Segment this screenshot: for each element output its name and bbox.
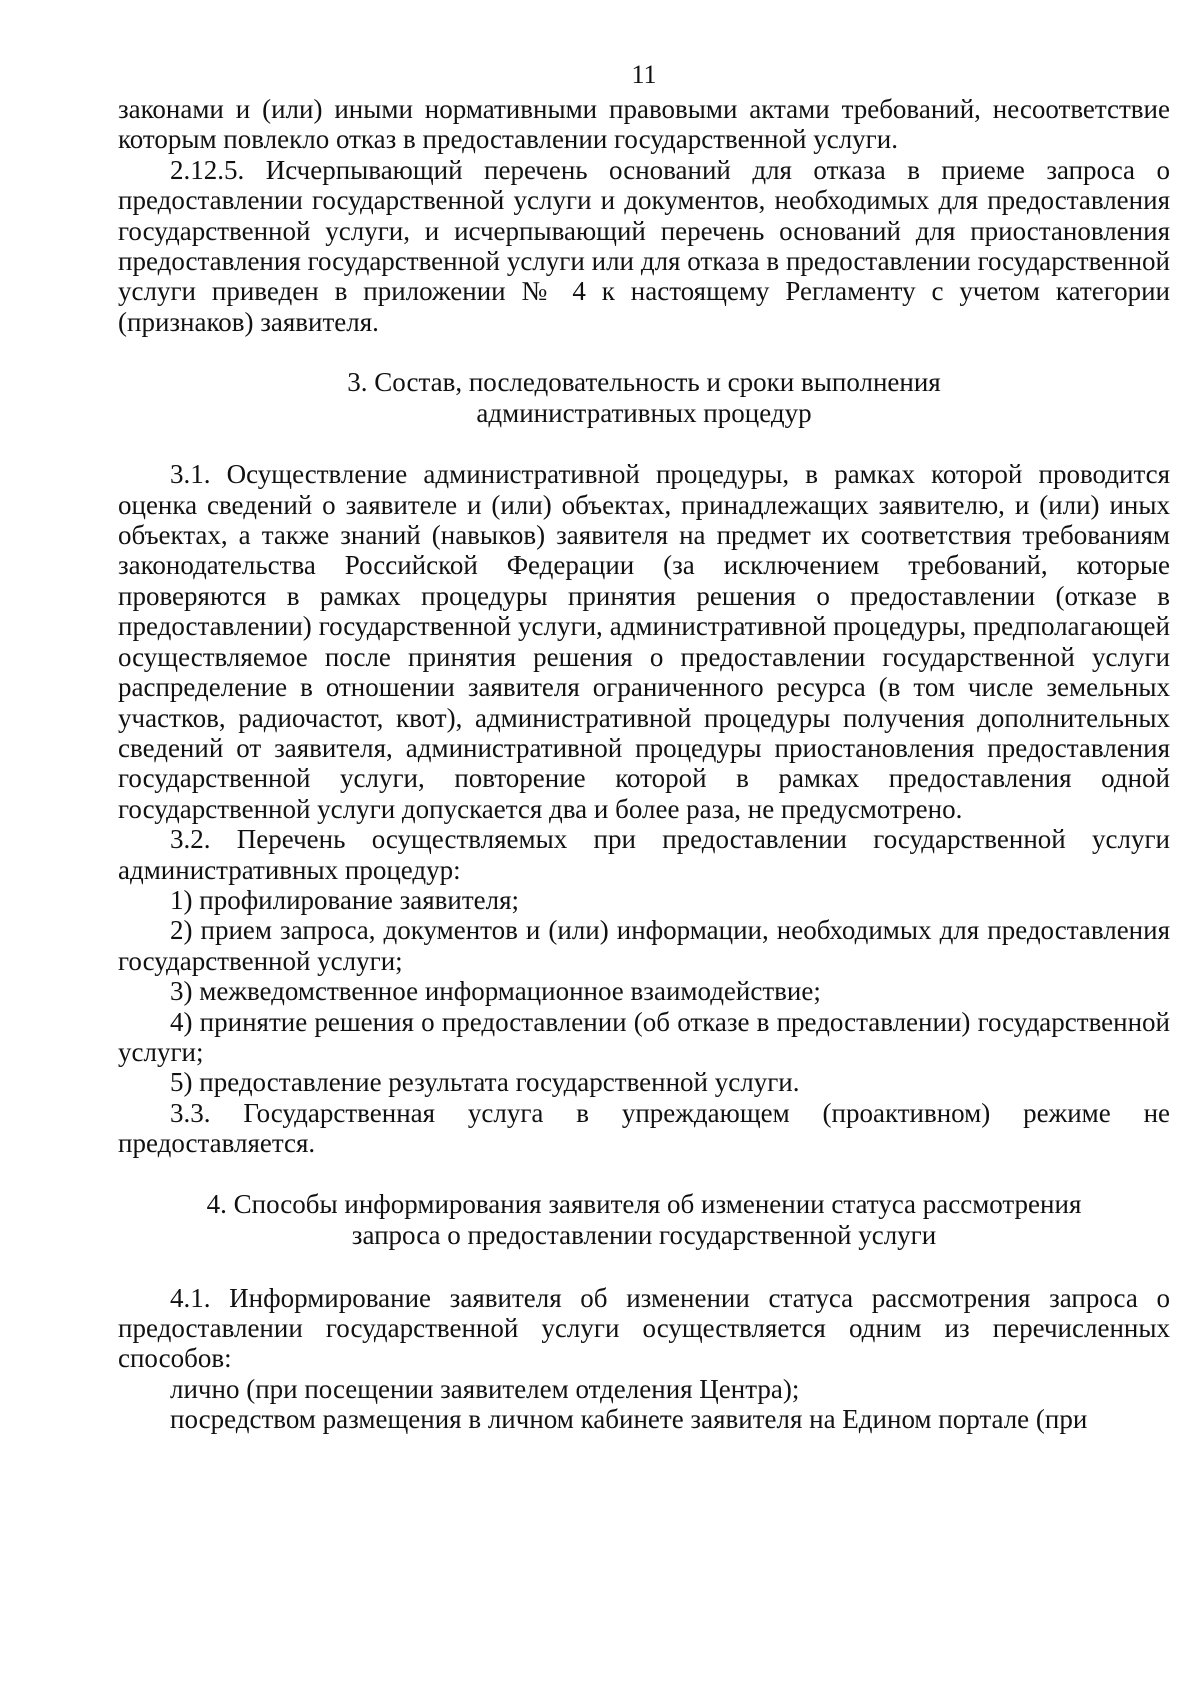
list-item: 2) прием запроса, документов и (или) информации, необходимых для предоставления государственной услуги;	[118, 915, 1170, 976]
section-3-heading-line-2: административных процедур	[476, 398, 812, 429]
paragraph-3-1: 3.1. Осуществление административной процедуры, в рамках которой проводится оценка сведений о заявителе и (или) объектах, принадлежащих заявителю, и (или) иных объектах, а также знаний (навыков) заявителя на предмет их соответствия требованиям законодательства Российской Федерации (за исключением требований, которые проверяются в рамках процедуры принятия решения о предоставлении (отказе в предоставлении) государственной услуги, административной процедуры, предполагающей осуществляемое после принятия решения о предоставлении государственной услуги распределение в отношении заявителя ограниченного ресурса (в том числе земельных участков, радиочастот, квот), административной процедуры получения дополнительных сведений от заявителя, административной процедуры приостановления предоставления государственной услуги, повторение которой в рамках предоставления одной государственной услуги допускается два и более раза, не предусмотрено.	[118, 459, 1170, 824]
document-page	[118, 60, 1170, 1435]
section-3-heading	[118, 367, 1170, 429]
section-4-heading	[118, 1189, 1170, 1251]
paragraph-3-2: 3.2. Перечень осуществляемых при предоставлении государственной услуги административных процедур:	[118, 824, 1170, 885]
paragraph-continuation: законами и (или) иными нормативными правовыми актами требований, несоответствие которым повлекло отказ в предоставлении государственной услуги.	[118, 94, 1170, 155]
list-item: 4) принятие решения о предоставлении (об отказе в предоставлении) государственной услуги;	[118, 1006, 1170, 1067]
paragraph-4-1: 4.1. Информирование заявителя об изменении статуса рассмотрения запроса о предоставлении государственной услуги осуществляется одним из перечисленных способов:	[118, 1282, 1170, 1374]
section-4-heading-line-1: 4. Способы информирования заявителя об изменении статуса рассмотрения	[206, 1188, 1082, 1219]
page-number: 11	[631, 60, 657, 89]
section-4-heading-line-2: запроса о предоставлении государственной услуги	[351, 1219, 937, 1250]
list-item: 1) профилирование заявителя;	[170, 884, 520, 915]
list-item: посредством размещения в личном кабинете заявителя на Едином портале (при	[170, 1404, 1088, 1435]
paragraph-3-3: 3.3. Государственная услуга в упреждающем (проактивном) режиме не предоставляется.	[118, 1097, 1170, 1159]
list-item: лично (при посещении заявителем отделения Центра);	[170, 1373, 800, 1404]
list-item: 3) межведомственное информационное взаимодействие;	[170, 976, 821, 1007]
list-item: 5) предоставление результата государственной услуги.	[170, 1067, 800, 1098]
section-3-heading-line-1: 3. Состав, последовательность и сроки выполнения	[347, 367, 941, 398]
paragraph-2-12-5: 2.12.5. Исчерпывающий перечень оснований для отказа в приеме запроса о предоставлении государственной услуги и документов, необходимых для предоставления государственной услуги, и исчерпывающий перечень оснований для приостановления предоставления государственной услуги или для отказа в предоставлении государственной услуги приведен в приложении № 4 к настоящему Регламенту с учетом категории (признаков) заявителя.	[118, 154, 1170, 337]
